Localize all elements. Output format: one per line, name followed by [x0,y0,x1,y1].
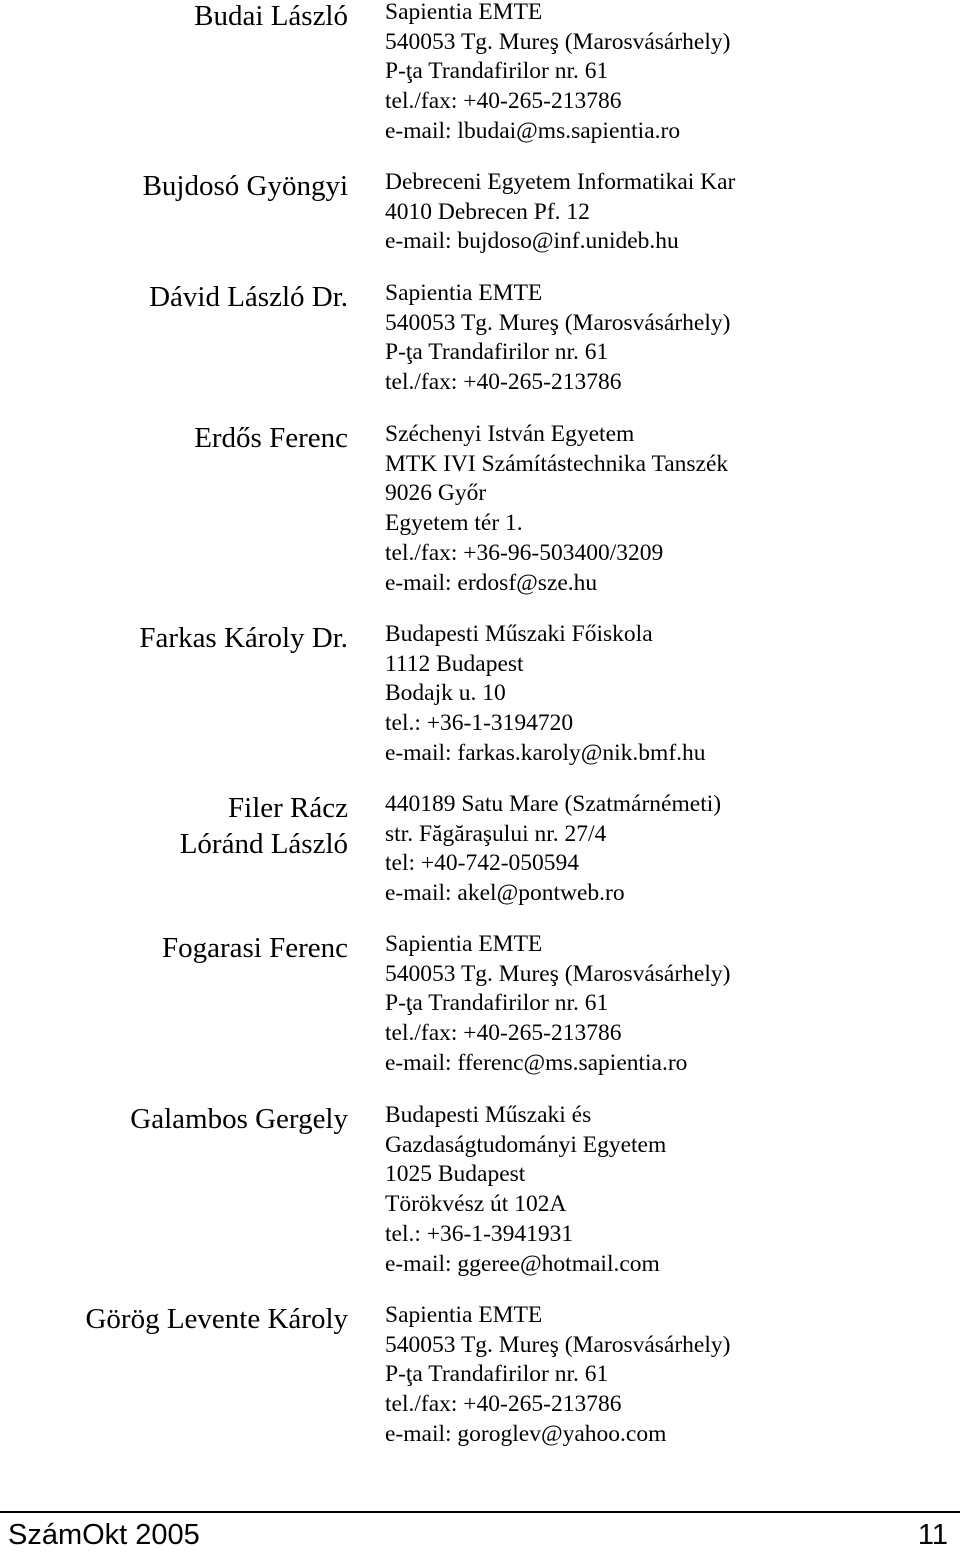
footer-journal-title: SzámOkt 2005 [8,1519,200,1551]
person-name [18,420,348,456]
person-name [18,1101,348,1137]
address-line: 540053 Tg. Mureş (Marosvásárhely) [385,309,731,336]
name-line: Görög Levente Károly [85,1303,348,1335]
address-line: Debreceni Egyetem Informatikai Kar [385,169,736,195]
address-line: tel.: +36-1-3194720 [385,710,574,737]
address-line: 540053 Tg. Mureş (Marosvásárhely) [385,960,731,987]
person-name [18,1301,348,1337]
email-line: e-mail: ggeree@hotmail.com [385,1250,660,1277]
address-line: tel./fax: +40-265-213786 [385,1391,622,1418]
name-line: Budai László [194,0,348,32]
address-line: 540053 Tg. Mureş (Marosvásárhely) [385,28,731,55]
email-line: e-mail: erdosf@sze.hu [385,569,598,596]
address-line: 4010 Debrecen Pf. 12 [385,198,590,225]
address-line: 540053 Tg. Mureş (Marosvásárhely) [385,1331,731,1358]
name-line: Fogarasi Ferenc [161,932,348,964]
person-name [18,930,348,966]
person-name [18,790,348,862]
address-block [385,168,945,257]
address-line: tel./fax: +40-265-213786 [385,88,622,115]
address-line: str. Făgăraşului nr. 27/4 [385,820,607,847]
address-line: 9026 Győr [385,480,487,507]
address-line: Budapesti Műszaki Főiskola [385,621,653,647]
name-line: Farkas Károly Dr. [139,622,348,654]
address-line: P-ţa Trandafirilor nr. 61 [385,1361,609,1388]
address-line: 1025 Budapest [385,1161,526,1188]
address-line: Széchenyi István Egyetem [385,421,635,447]
address-line: tel.: +36-1-3941931 [385,1220,574,1247]
address-block [385,0,945,147]
name-line: Galambos Gergely [130,1103,348,1135]
footer-divider [0,1511,960,1513]
name-line: Lóránd László [179,828,348,860]
name-line: Erdős Ferenc [194,422,348,454]
address-line: Egyetem tér 1. [385,510,523,537]
email-line: e-mail: goroglev@yahoo.com [385,1420,667,1447]
name-line: Bujdosó Gyöngyi [142,170,348,202]
person-name [18,279,348,315]
address-block [385,620,945,769]
email-line: e-mail: fferenc@ms.sapientia.ro [385,1049,688,1076]
address-line: tel./fax: +40-265-213786 [385,1020,622,1047]
address-line: 440189 Satu Mare (Szatmárnémeti) [385,791,722,817]
address-line: Sapientia EMTE [385,1302,543,1328]
address-line: tel./fax: +36-96-503400/3209 [385,539,664,566]
address-line: P-ţa Trandafirilor nr. 61 [385,339,609,366]
address-line: Sapientia EMTE [385,280,543,306]
email-line: e-mail: akel@pontweb.ro [385,880,625,907]
address-line: tel: +40-742-050594 [385,850,580,877]
address-line: Sapientia EMTE [385,0,543,25]
address-block [385,420,945,598]
address-block [385,1101,945,1279]
address-line: Budapesti Műszaki és [385,1102,592,1128]
address-block [385,790,945,909]
address-line: P-ţa Trandafirilor nr. 61 [385,58,609,85]
name-line: Dávid László Dr. [149,281,348,313]
name-line: Filer Rácz [228,792,348,824]
address-line: Bodajk u. 10 [385,680,506,707]
person-name [18,0,348,34]
address-block [385,1301,945,1450]
address-line: Gazdaságtudományi Egyetem [385,1131,667,1158]
address-block [385,930,945,1079]
address-line: Sapientia EMTE [385,931,543,957]
address-line: MTK IVI Számítástechnika Tanszék [385,450,729,477]
person-name [18,168,348,204]
email-line: e-mail: farkas.karoly@nik.bmf.hu [385,739,706,766]
address-line: tel./fax: +40-265-213786 [385,369,622,396]
email-line: e-mail: lbudai@ms.sapientia.ro [385,117,681,144]
address-line: Törökvész út 102A [385,1191,567,1218]
address-line: P-ţa Trandafirilor nr. 61 [385,990,609,1017]
address-block [385,279,945,398]
person-name [18,620,348,656]
address-line: 1112 Budapest [385,650,524,677]
page-number: 11 [917,1519,948,1551]
email-line: e-mail: bujdoso@inf.unideb.hu [385,228,679,255]
